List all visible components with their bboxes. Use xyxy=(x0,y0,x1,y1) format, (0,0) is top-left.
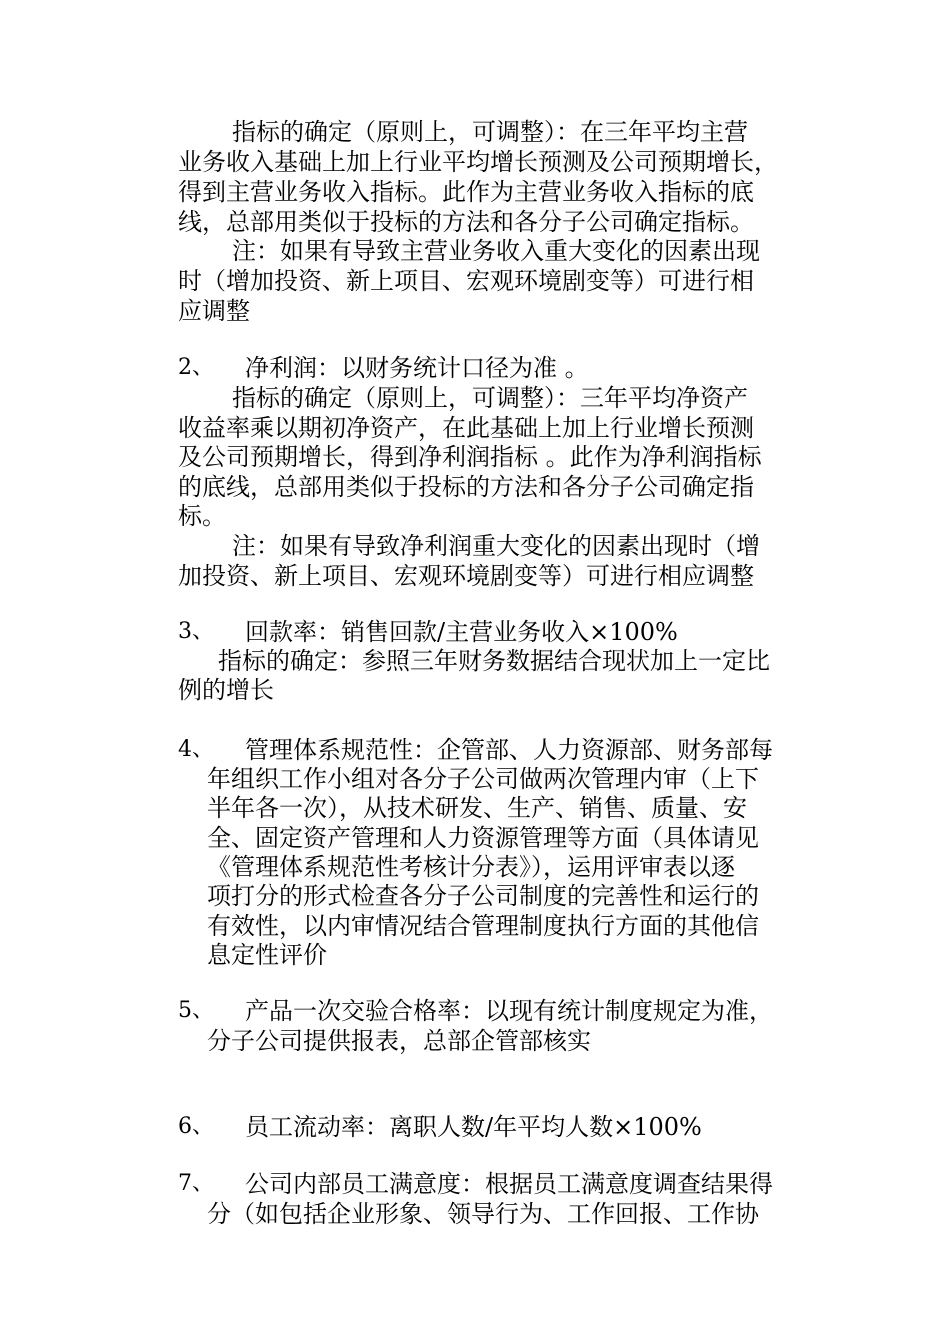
item-number: 4、 xyxy=(178,737,214,762)
paragraph-line: 标。 xyxy=(178,502,226,530)
item-number: 7、 xyxy=(178,1171,214,1196)
item-title: 公司内部员工满意度：根据员工满意度调查结果得 xyxy=(245,1170,773,1198)
paragraph-line: 《管理体系规范性考核计分表》），运用评审表以逐 xyxy=(207,853,735,881)
paragraph-line: 指标的确定（原则上，可调整）：在三年平均主营 xyxy=(232,118,748,146)
note-line: 注：如果有导致净利润重大变化的因素出现时（增 xyxy=(232,532,760,560)
item-title: 管理体系规范性：企管部、人力资源部、财务部每 xyxy=(245,736,773,764)
item-number: 3、 xyxy=(178,619,214,644)
paragraph-line: 半年各一次），从技术研发、生产、销售、质量、安 xyxy=(207,794,747,822)
item-number: 5、 xyxy=(178,998,214,1023)
paragraph-line: 有效性，以内审情况结合管理制度执行方面的其他信 xyxy=(207,912,759,940)
note-line: 应调整 xyxy=(178,297,250,325)
paragraph-line: 及公司预期增长，得到净利润指标 。此作为净利润指标 xyxy=(178,443,762,471)
paragraph-line: 线，总部用类似于投标的方法和各分子公司确定指标。 xyxy=(178,208,754,236)
item-number: 2、 xyxy=(178,355,214,380)
paragraph-line: 息定性评价 xyxy=(207,941,327,969)
item-title: 回款率：销售回款/主营业务收入×100% xyxy=(245,618,678,646)
paragraph-line: 年组织工作小组对各分子公司做两次管理内审（上下 xyxy=(207,765,759,793)
note-line: 注：如果有导致主营业务收入重大变化的因素出现 xyxy=(232,237,760,265)
item-title: 产品一次交验合格率：以现有统计制度规定为准， xyxy=(245,997,773,1025)
paragraph-line: 收益率乘以期初净资产，在此基础上加上行业增长预测 xyxy=(178,414,754,442)
paragraph-line: 项打分的形式检查各分子公司制度的完善性和运行的 xyxy=(207,882,759,910)
paragraph-line: 指标的确定（原则上，可调整）：三年平均净资产 xyxy=(232,384,748,412)
paragraph-line: 分（如包括企业形象、领导行为、工作回报、工作协 xyxy=(207,1200,759,1228)
note-line: 时（增加投资、新上项目、宏观环境剧变等）可进行相 xyxy=(178,267,754,295)
paragraph-line: 全、固定资产管理和人力资源管理等方面（具体请见 xyxy=(207,824,759,852)
paragraph-line: 指标的确定：参照三年财务数据结合现状加上一定比 xyxy=(218,647,770,675)
paragraph-line: 分子公司提供报表，总部企管部核实 xyxy=(207,1027,591,1055)
paragraph-line: 得到主营业务收入指标。此作为主营业务收入指标的底 xyxy=(178,178,754,206)
item-title: 净利润：以财务统计口径为准 。 xyxy=(245,354,589,382)
paragraph-line: 业务收入基础上加上行业平均增长预测及公司预期增长， xyxy=(178,148,778,176)
item-title: 员工流动率：离职人数/年平均人数×100% xyxy=(245,1113,702,1141)
item-number: 6、 xyxy=(178,1114,214,1139)
paragraph-line: 例的增长 xyxy=(178,676,274,704)
paragraph-line: 的底线，总部用类似于投标的方法和各分子公司确定指 xyxy=(178,473,754,501)
note-line: 加投资、新上项目、宏观环境剧变等）可进行相应调整 xyxy=(178,562,754,590)
